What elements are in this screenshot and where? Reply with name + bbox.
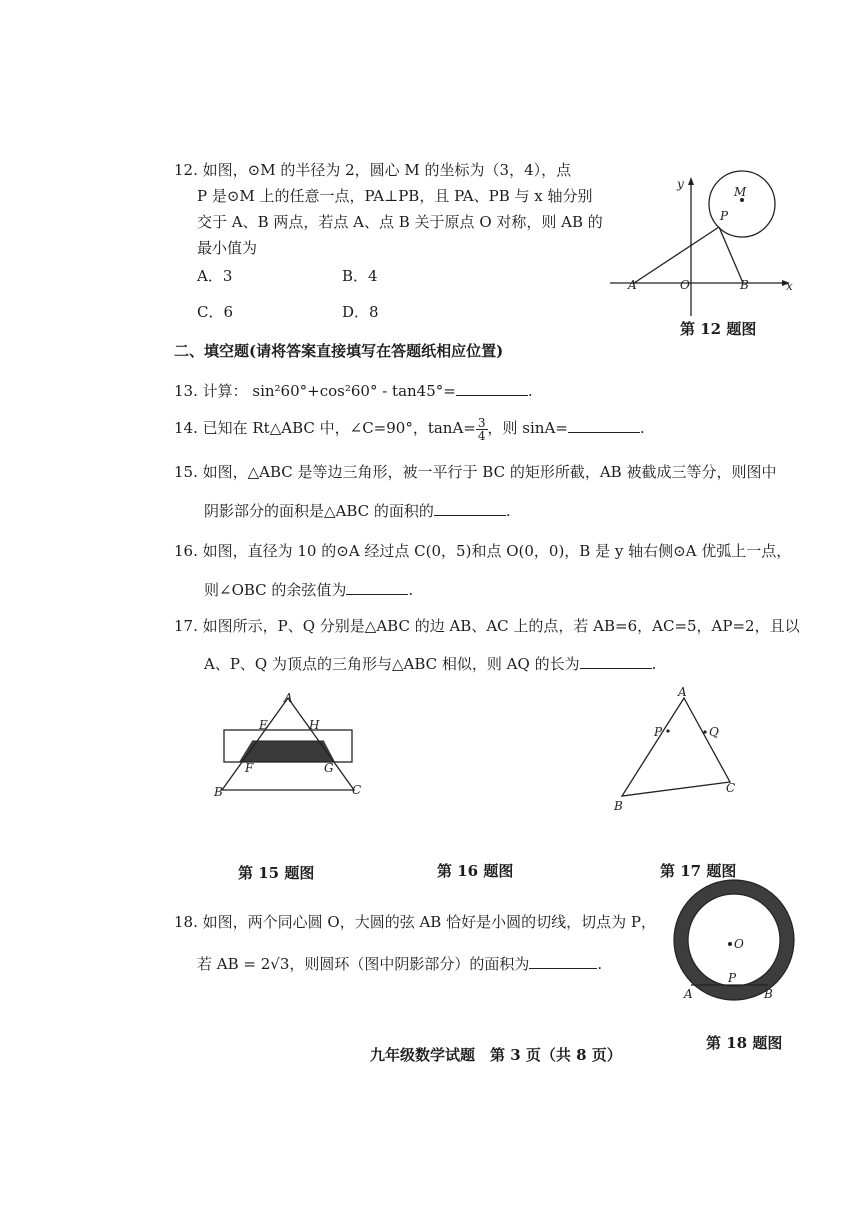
- q16-answer-blank: [346, 578, 408, 595]
- q15-label-b: B: [214, 785, 223, 799]
- q15-label-g: G: [324, 761, 334, 775]
- q12-line3: 交于 A、B 两点，若点 A、点 B 关于原点 O 对称，则 AB 的: [197, 213, 603, 231]
- q18-figure: [668, 878, 808, 1008]
- q14-text: 14. 已知在 Rt△ABC 中，∠C=90°，tanA= $\frac{3}{4}$ ，则 sinA= .: [174, 415, 645, 443]
- q18-caption: 第 18 题图: [706, 1034, 783, 1052]
- q12-option-d: D．8: [342, 303, 379, 321]
- q18-label-a: A: [684, 987, 693, 1001]
- q15-label-e: E: [259, 718, 268, 732]
- q12-label-a: A: [628, 278, 637, 292]
- q17-line2: A、P、Q 为顶点的三角形与△ABC 相似，则 AQ 的长为: [204, 655, 580, 673]
- q15-caption: 第 15 题图: [238, 864, 315, 882]
- q18-line2-wrap: 若 AB = 2√3，则圆环（图中阴影部分）的面积为 .: [197, 952, 602, 974]
- q15-answer-blank: [434, 499, 506, 516]
- q12-label-x: x: [786, 279, 793, 293]
- q12-line2: P 是⊙M 上的任意一点，PA⊥PB，且 PA、PB 与 x 轴分别: [197, 187, 593, 205]
- q18-label-b: B: [764, 987, 773, 1001]
- q18-label-p: P: [728, 971, 737, 985]
- q12-line1: 12. 如图，⊙M 的半径为 2，圆心 M 的坐标为（3，4），点: [174, 161, 572, 179]
- q15-label-c: C: [352, 783, 362, 797]
- q17-line1: 17. 如图所示，P、Q 分别是△ABC 的边 AB、AC 上的点，若 AB=6，AC=5，AP=2，且以: [174, 617, 800, 635]
- q12-label-o: O: [680, 278, 690, 292]
- q12-caption: 第 12 题图: [680, 320, 757, 338]
- q14-fraction: $\frac{3}{4}$: [477, 415, 486, 443]
- q17-caption: 第 17 题图: [660, 862, 737, 880]
- q12-label-b: B: [740, 278, 749, 292]
- q16-line1: 16. 如图，直径为 10 的⊙A 经过点 C(0，5)和点 O(0，0)，B 是 y 轴右侧⊙A 优弧上一点，: [174, 542, 792, 560]
- q12-label-m: M: [734, 185, 747, 199]
- q15-label-a: A: [284, 691, 293, 705]
- q12-option-b: B．4: [342, 267, 378, 285]
- q15-label-h: H: [309, 718, 320, 732]
- q18-line2: 若 AB = 2√3，则圆环（图中阴影部分）的面积为: [197, 955, 530, 973]
- q17-label-a: A: [678, 685, 687, 699]
- page-footer: 九年级数学试题 第 3 页（共 8 页）: [370, 1046, 622, 1064]
- q12-option-c: C．6: [197, 303, 234, 321]
- q16-line2: 则∠OBC 的余弦值为: [204, 581, 347, 599]
- q13-question: 13. 计算： sin²60°+cos²60° - tan45°=: [174, 382, 456, 400]
- q13-text: 13. 计算： sin²60°+cos²60° - tan45°= .: [174, 379, 533, 401]
- q15-line2-wrap: 阴影部分的面积是△ABC 的面积的 .: [204, 499, 511, 521]
- q16-caption: 第 16 题图: [437, 862, 514, 880]
- q12-option-a: A．3: [197, 267, 233, 285]
- q17-label-c: C: [726, 781, 736, 795]
- q15-line2: 阴影部分的面积是△ABC 的面积的: [204, 502, 434, 520]
- q17-label-p: P: [654, 725, 663, 739]
- section-2-heading: 二、填空题(请将答案直接填写在答题纸相应位置): [174, 342, 504, 360]
- q17-line2-wrap: A、P、Q 为顶点的三角形与△ABC 相似，则 AQ 的长为 .: [204, 652, 656, 674]
- q14-answer-blank: [568, 416, 640, 433]
- q15-label-f: F: [245, 761, 254, 775]
- q15-line1: 15. 如图，△ABC 是等边三角形，被一平行于 BC 的矩形所截，AB 被截成三等分，则图中: [174, 463, 777, 481]
- q18-label-o: O: [734, 937, 744, 951]
- q17-label-b: B: [614, 799, 623, 813]
- q17-label-q: Q: [709, 725, 719, 739]
- q18-line1: 18. 如图，两个同心圆 O，大圆的弦 AB 恰好是小圆的切线，切点为 P，: [174, 913, 656, 931]
- q16-line2-wrap: 则∠OBC 的余弦值为 .: [204, 578, 413, 600]
- q12-label-p: P: [720, 209, 729, 223]
- q12-line4: 最小值为: [197, 239, 258, 257]
- q15-figure: [212, 692, 362, 802]
- q17-answer-blank: [580, 652, 652, 669]
- q13-answer-blank: [456, 379, 528, 396]
- q14-post: ，则 sinA=: [487, 419, 568, 437]
- q17-figure: [612, 684, 742, 814]
- q14-pre: 14. 已知在 Rt△ABC 中，∠C=90°，tanA=: [174, 419, 476, 437]
- q12-label-y: y: [677, 177, 684, 191]
- q18-answer-blank: [529, 952, 597, 969]
- q12-figure: [610, 168, 800, 318]
